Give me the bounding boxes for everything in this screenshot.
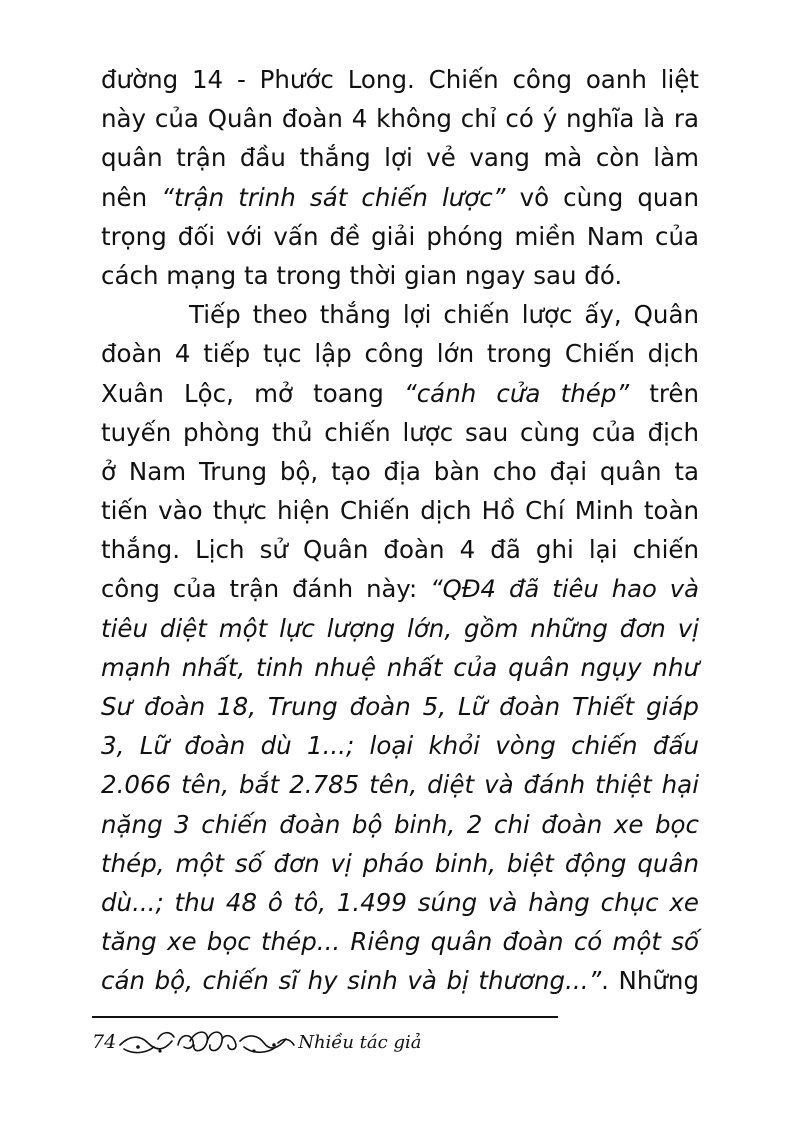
text-line [101, 138, 699, 177]
italic-quote-segment: mạnh nhất, tinh nhuệ nhất của quân ngụy như [101, 652, 699, 682]
text-line [101, 726, 699, 765]
text-line [101, 452, 699, 491]
text-segment: thắng. Lịch sử Quân đoàn 4 đã ghi lại chiến [101, 535, 699, 565]
flourish-ornament-icon [118, 1025, 296, 1059]
italic-quote-segment: thép, một số đơn vị pháo binh, biệt động quân [101, 848, 699, 878]
text-line [101, 922, 699, 961]
italic-quote-segment: cán bộ, chiến sĩ hy sinh và bị thương...” [101, 966, 602, 996]
italic-quote-segment: “cánh cửa thép” [404, 378, 630, 408]
text-line [101, 687, 699, 726]
italic-quote-segment: 2.066 tên, bắt 2.785 tên, diệt và đánh thiệt hại [101, 770, 699, 800]
italic-quote-segment: tăng xe bọc thép... Riêng quân đoàn có một số [101, 927, 699, 957]
text-line [101, 609, 699, 648]
text-segment: ở Nam Trung bộ, tạo địa bàn cho đại quân ta [101, 456, 699, 486]
italic-quote-segment: 3, Lữ đoàn dù 1...; loại khỏi vòng chiến đấu [101, 731, 699, 761]
italic-quote-segment: “QĐ4 đã tiêu hao và [430, 574, 699, 604]
text-line [101, 295, 699, 334]
text-line [101, 805, 699, 844]
text-segment: tiến vào thực hiện Chiến dịch Hồ Chí Minh toàn [101, 496, 699, 526]
italic-quote-segment: dù...; thu 48 ô tô, 1.499 súng và hàng chục xe [101, 887, 699, 917]
text-segment: trọng đối với vấn đề giải phóng miền Nam của [101, 221, 699, 251]
text-line [101, 334, 699, 373]
italic-quote-segment: “trận trinh sát chiến lược” [161, 182, 506, 212]
text-line [101, 178, 699, 217]
text-line [101, 374, 699, 413]
text-segment: tuyến phòng thủ chiến lược sau cùng của địch [101, 417, 699, 447]
italic-quote-segment: nặng 3 chiến đoàn bộ binh, 2 chi đoàn xe bọc [101, 809, 699, 839]
text-line [101, 256, 699, 295]
text-line [101, 217, 699, 256]
text-line [101, 491, 699, 530]
text-line [101, 99, 699, 138]
text-segment: Xuân Lộc, mở toang [101, 378, 405, 408]
text-segment: Tiếp theo thắng lợi chiến lược ấy, Quân [189, 300, 699, 330]
text-line [101, 413, 699, 452]
text-segment: nên [101, 182, 162, 212]
text-segment: vô cùng quan [505, 182, 699, 212]
text-segment: công của trận đánh này: [101, 574, 431, 604]
book-title: Nhiều tác giả [298, 1031, 422, 1053]
text-line [101, 883, 699, 922]
text-segment: đường 14 - Phước Long. Chiến công oanh liệt [101, 65, 699, 94]
text-segment: quân trận đầu thắng lợi vẻ vang mà còn làm [101, 143, 699, 173]
text-line [101, 648, 699, 687]
text-segment: này của Quân đoàn 4 không chỉ có ý nghĩa là ra [101, 104, 699, 134]
page-footer [92, 1024, 421, 1060]
italic-quote-segment: Sư đoàn 18, Trung đoàn 5, Lữ đoàn Thiết giáp [101, 692, 699, 721]
italic-quote-segment: tiêu diệt một lực lượng lớn, gồm những đơn vị [101, 613, 699, 643]
page-body [101, 60, 699, 1001]
text-line [101, 844, 699, 883]
text-segment: trên [629, 378, 699, 408]
text-line [101, 60, 699, 99]
page-number: 74 [92, 1031, 117, 1053]
text-line [101, 569, 699, 608]
text-segment: . Những [601, 966, 699, 996]
text-segment: cách mạng ta trong thời gian ngay sau đó. [101, 260, 623, 290]
text-line [101, 961, 699, 1000]
text-line [101, 765, 699, 804]
footer-rule [92, 1016, 558, 1018]
text-segment: đoàn 4 tiếp tục lập công lớn trong Chiến dịch [101, 339, 699, 369]
text-line [101, 530, 699, 569]
